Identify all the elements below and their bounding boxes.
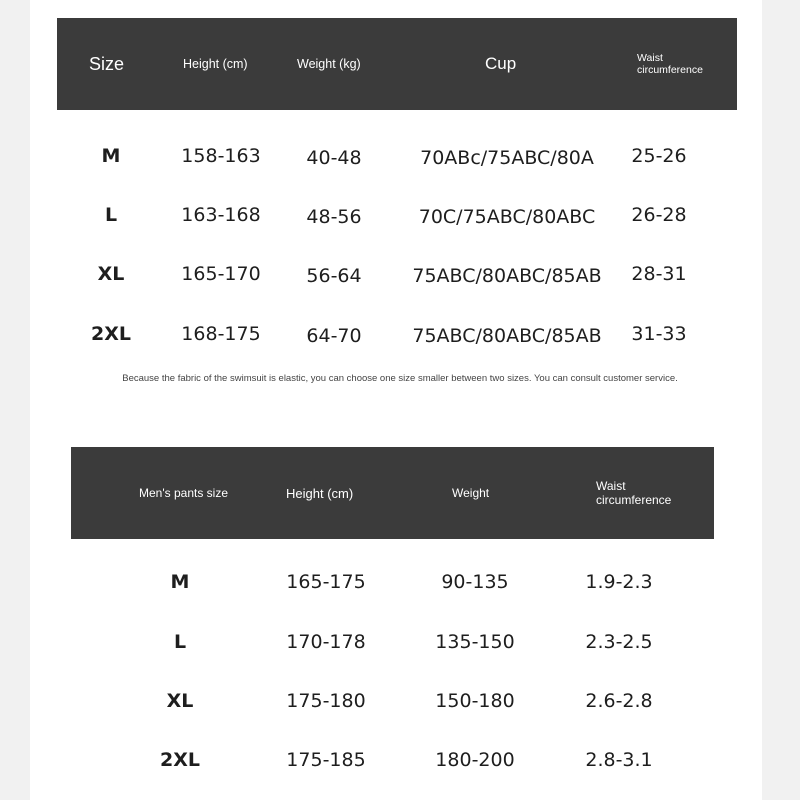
row-weight: 90-135 <box>441 571 509 593</box>
header-height: Height (cm) <box>286 485 354 501</box>
row-size: L <box>104 204 118 226</box>
row-weight: 180-200 <box>435 749 515 771</box>
row-height: 170-178 <box>286 631 366 653</box>
header-cup: Cup <box>485 54 517 73</box>
row-waist: 2.6-2.8 <box>585 690 653 712</box>
women-table-header <box>57 18 737 110</box>
row-size: L <box>173 631 187 653</box>
row-height: 163-168 <box>181 204 261 226</box>
row-weight: 64-70 <box>306 325 362 347</box>
row-waist: 2.8-3.1 <box>585 749 653 771</box>
row-waist: 25-26 <box>631 145 687 167</box>
header-mens-pants-size: Men's pants size <box>139 486 228 500</box>
header-waist-circumference: Waist circumference <box>637 52 703 76</box>
header-size: Size <box>89 53 125 74</box>
row-height: 175-180 <box>286 690 366 712</box>
row-weight: 150-180 <box>435 690 515 712</box>
row-height: 165-170 <box>181 263 261 285</box>
header-weight: Weight (kg) <box>297 57 361 71</box>
row-size: XL <box>166 690 194 712</box>
size-chart-sheet <box>30 0 762 800</box>
row-size: M <box>170 571 190 593</box>
row-waist: 31-33 <box>631 323 687 345</box>
row-weight: 56-64 <box>306 265 362 287</box>
row-waist: 26-28 <box>631 204 687 226</box>
row-cup: 70ABc/75ABC/80A <box>420 147 594 169</box>
header-waist-circumference: Waist circumference <box>596 479 672 507</box>
row-cup: 70C/75ABC/80ABC <box>418 206 596 228</box>
row-size: M <box>101 145 121 167</box>
header-height: Height (cm) <box>183 57 248 71</box>
men-table-header <box>71 447 714 539</box>
row-waist: 1.9-2.3 <box>585 571 653 593</box>
row-waist: 2.3-2.5 <box>585 631 653 653</box>
row-weight: 40-48 <box>306 147 362 169</box>
header-weight: Weight <box>452 486 490 500</box>
row-size: XL <box>97 263 125 285</box>
row-height: 168-175 <box>181 323 261 345</box>
row-cup: 75ABC/80ABC/85AB <box>412 325 602 347</box>
row-size: 2XL <box>91 323 131 345</box>
row-height: 165-175 <box>286 571 366 593</box>
row-weight: 135-150 <box>435 631 515 653</box>
row-height: 175-185 <box>286 749 366 771</box>
row-height: 158-163 <box>181 145 261 167</box>
row-waist: 28-31 <box>631 263 687 285</box>
size-note: Because the fabric of the swimsuit is elastic, you can choose one size smaller between two sizes. You can consult customer service. <box>122 373 678 384</box>
row-size: 2XL <box>160 749 200 771</box>
row-weight: 48-56 <box>306 206 362 228</box>
row-cup: 75ABC/80ABC/85AB <box>412 265 602 287</box>
